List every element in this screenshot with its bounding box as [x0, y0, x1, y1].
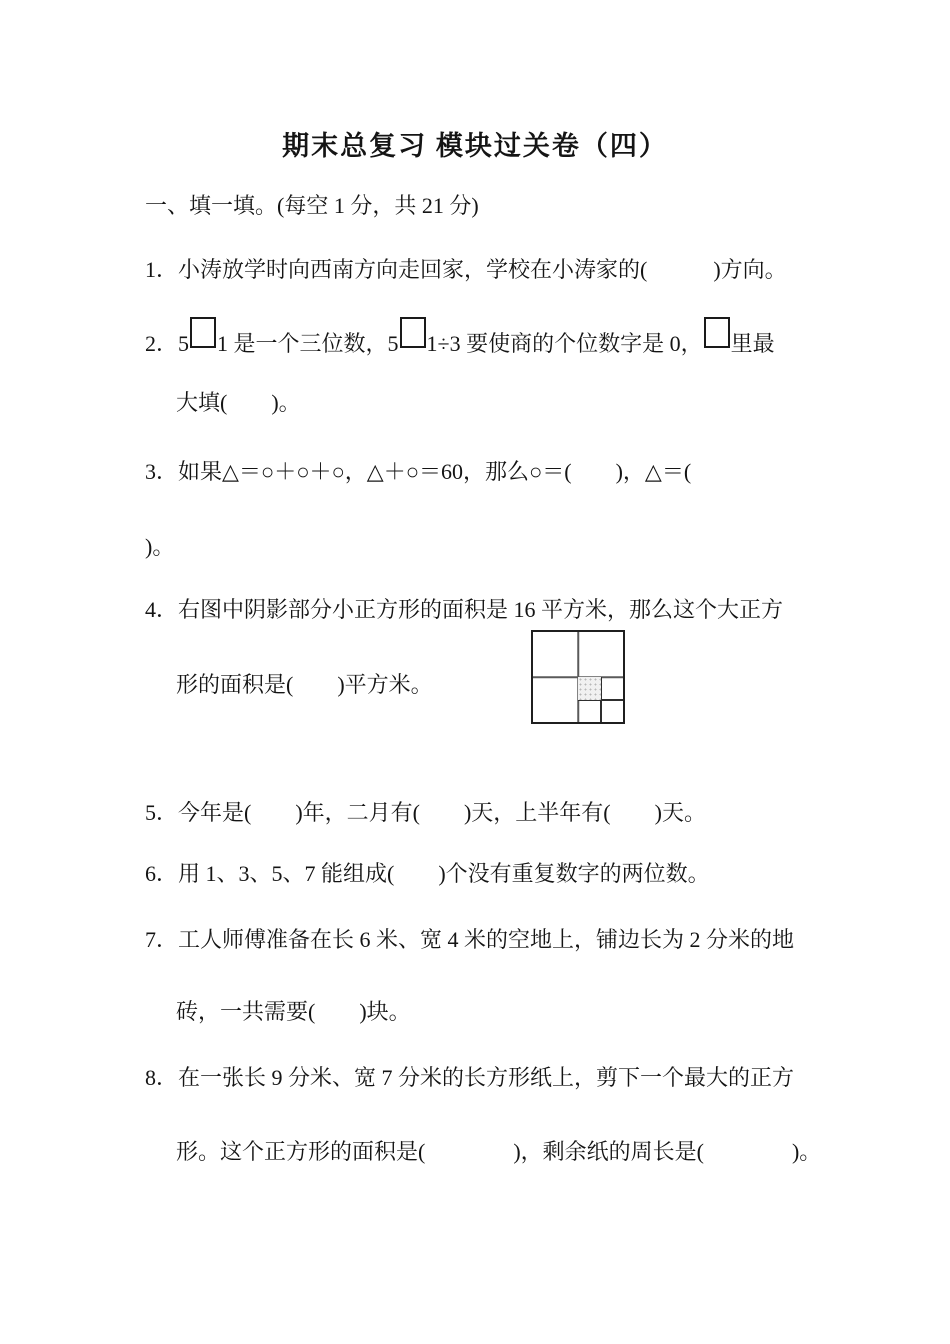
worksheet-title: 期末总复习 模块过关卷（四）: [282, 131, 668, 161]
fill-box-icon: [190, 317, 216, 348]
question-7-line-1: 7．工人师傅准备在长 6 米、宽 4 米的空地上，铺边长为 2 分米的地: [145, 927, 795, 952]
question-4-line-2: 形的面积是( )平方米。: [176, 672, 433, 697]
question-4-square-diagram: [531, 630, 625, 724]
question-2-seg-4: 里最: [730, 331, 775, 356]
fill-box-icon: [400, 317, 426, 348]
section-1-heading: 一、填一填。(每空 1 分，共 21 分): [145, 193, 479, 218]
question-8-line-2: 形。这个正方形的面积是( )，剩余纸的周长是( )。: [176, 1139, 822, 1164]
question-3-line-2: )。: [145, 534, 175, 559]
question-2-line-2: 大填( )。: [176, 390, 301, 415]
question-8-line-1: 8．在一张长 9 分米、宽 7 分米的长方形纸上，剪下一个最大的正方: [145, 1065, 795, 1090]
question-2-seg-1: 2．5: [145, 331, 190, 356]
question-2-seg-3: 1÷3 要使商的个位数字是 0，: [426, 331, 703, 356]
question-5: 5．今年是( )年，二月有( )天，上半年有( )天。: [145, 800, 706, 825]
figure-shaded-small-square: [578, 677, 601, 700]
question-6: 6．用 1、3、5、7 能组成( )个没有重复数字的两位数。: [145, 861, 710, 886]
question-2-seg-2: 1 是一个三位数，5: [217, 331, 399, 356]
question-7-line-2: 砖，一共需要( )块。: [176, 999, 411, 1024]
question-3-line-1: 3．如果△＝○＋○＋○，△＋○＝60，那么○＝( )，△＝(: [145, 459, 692, 484]
question-4-line-1: 4．右图中阴影部分小正方形的面积是 16 平方米，那么这个大正方: [145, 597, 784, 622]
fill-box-icon: [704, 317, 730, 348]
question-2-line-1: [145, 317, 775, 360]
question-1: 1．小涛放学时向西南方向走回家，学校在小涛家的( )方向。: [145, 257, 787, 282]
